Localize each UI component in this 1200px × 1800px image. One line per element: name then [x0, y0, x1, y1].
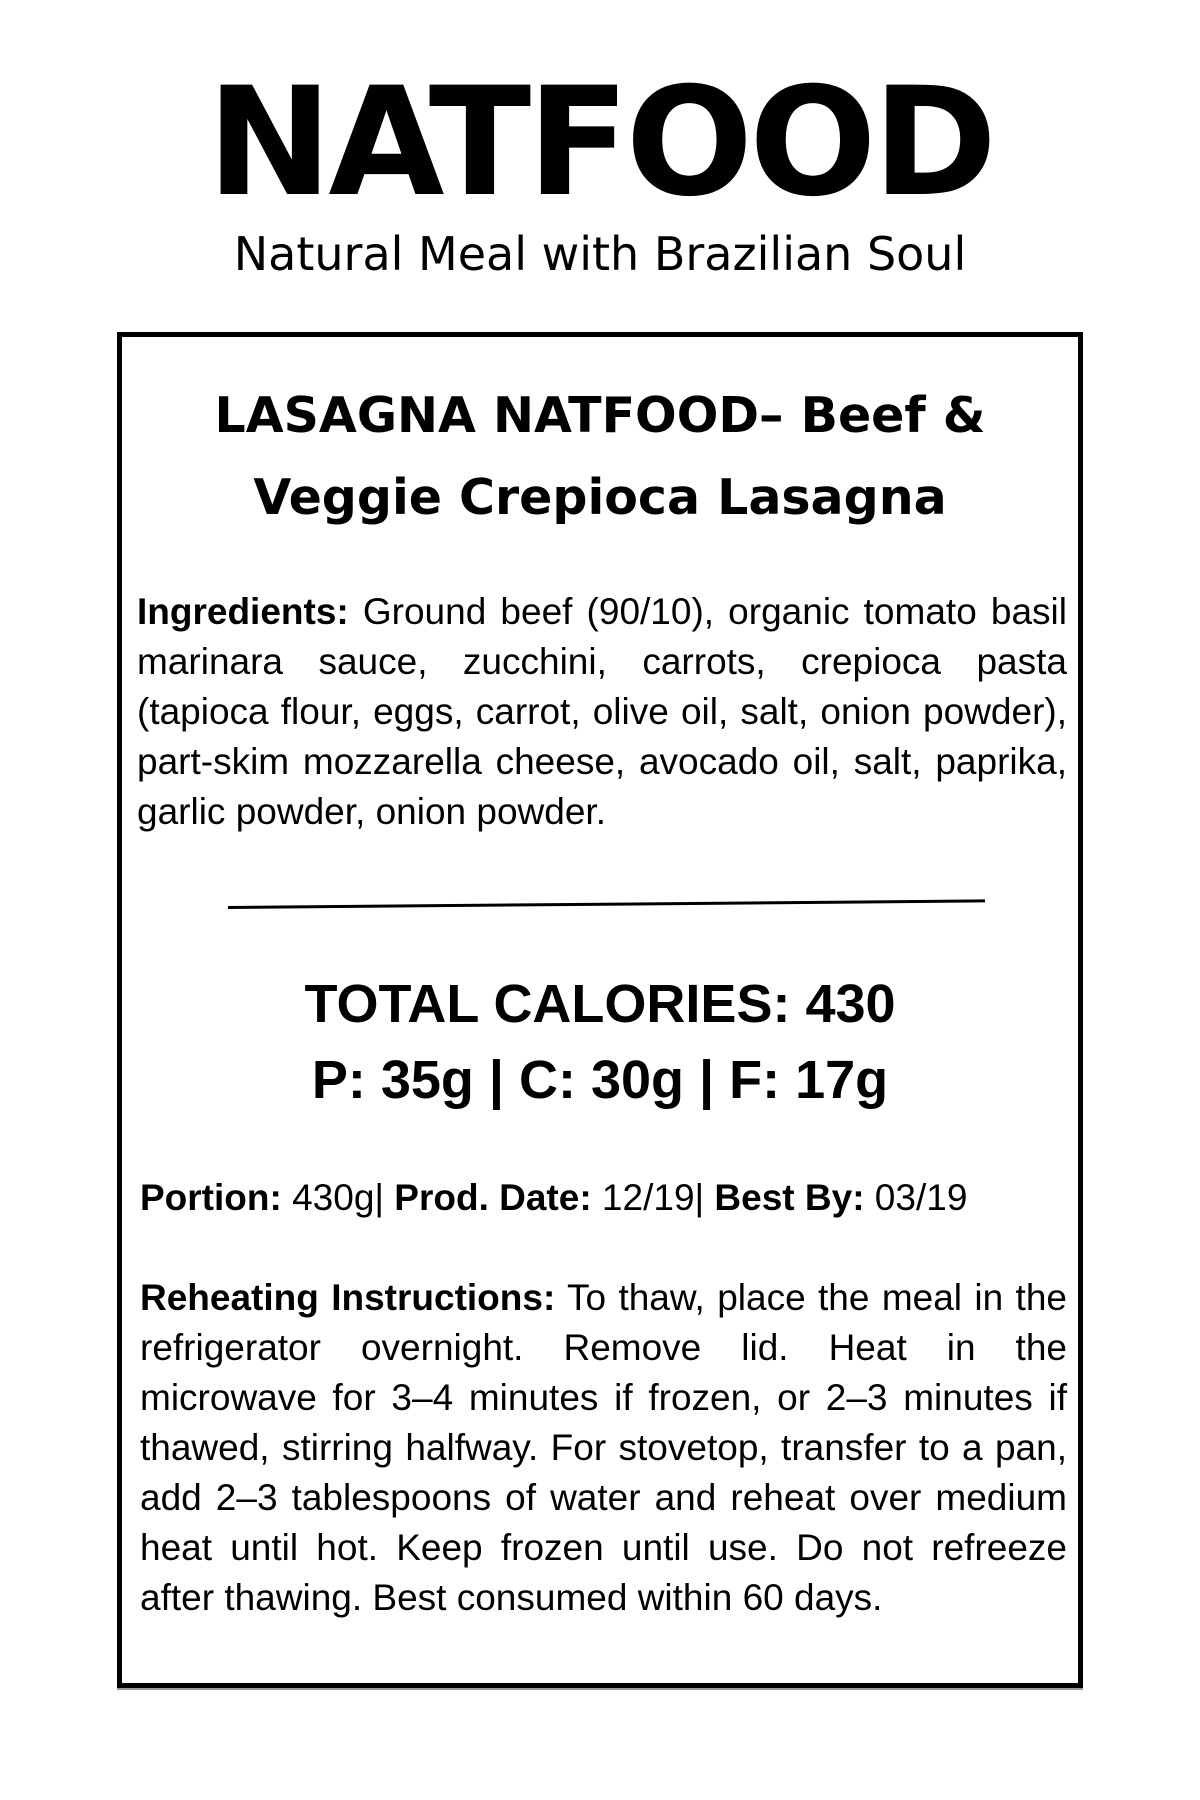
- product-title: [122, 375, 1078, 539]
- ingredients-label: Ingredients:: [137, 591, 349, 632]
- box-shadow: [117, 1688, 1083, 1690]
- portion-value: 430g|: [281, 1177, 395, 1218]
- brand-name: NATFOOD: [206, 56, 994, 230]
- product-title-line-2: Veggie Crepioca Lasagna: [253, 469, 947, 526]
- product-title-line-1: LASAGNA NATFOOD– Beef &: [214, 387, 986, 444]
- reheating-section: [140, 1273, 1067, 1623]
- ingredients-text: Ground beef (90/10), organic tomato basil marinara sauce, zucchini, carrots, crepioca pasta (tapioca flour, eggs, carrot, olive oil, salt, onion powder), part-skim mozzarella cheese, avocado oil, salt, paprika, garlic powder, onion powder.: [137, 591, 1067, 832]
- product-label-box: [117, 332, 1083, 1688]
- section-divider: [228, 899, 985, 909]
- prod-date-label: Prod. Date:: [394, 1177, 592, 1218]
- portion-label: Portion:: [140, 1177, 282, 1218]
- product-meta: [140, 1173, 1070, 1223]
- ingredients-section: [137, 587, 1067, 837]
- macros: P: 35g | C: 30g | F: 17g: [311, 1050, 889, 1110]
- reheating-text: To thaw, place the meal in the refrigerator overnight. Remove lid. Heat in the microwave for 3–4 minutes if frozen, or 2–3 minutes if thawed, stirring halfway. For stovetop, transfer to a pan, add 2–3 tablespoons of water and reheat over medium heat until hot. Keep frozen until use. Do not refreeze after thawing. Best consumed within 60 days.: [140, 1277, 1067, 1618]
- reheating-label: Reheating Instructions:: [140, 1277, 556, 1318]
- prod-date-value: 12/19|: [591, 1177, 715, 1218]
- best-by-label: Best By:: [714, 1177, 865, 1218]
- best-by-value: 03/19: [864, 1177, 968, 1218]
- brand-tagline: Natural Meal with Brazilian Soul: [233, 227, 967, 281]
- total-calories: TOTAL CALORIES: 430: [304, 974, 896, 1034]
